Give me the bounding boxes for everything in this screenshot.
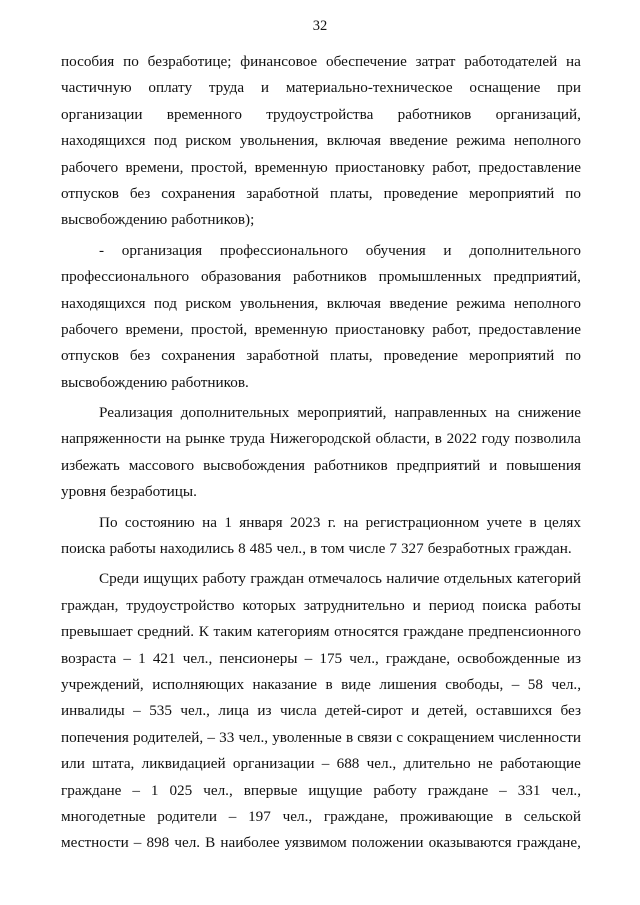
text-line: рабочего времени, простой, временную приостановку работ, предоставление: [61, 158, 581, 176]
paragraph: [61, 49, 581, 234]
text-line: местности – 898 чел. В наиболее уязвимом положении оказываются граждане,: [61, 834, 581, 852]
document-body: [61, 49, 581, 857]
text-line: или штата, ликвидацией организации – 688 чел., длительно не работающие: [61, 755, 581, 773]
text-line: многодетные родители – 197 чел., граждане, проживающие в сельской: [61, 807, 581, 825]
text-line: избежать массового высвобождения работников предприятий и повышения: [61, 456, 581, 474]
text-line: поиска работы находились 8 485 чел., в том числе 7 327 безработных граждан.: [61, 540, 572, 558]
text-line: отпусков без сохранения заработной платы, проведение мероприятий по: [61, 184, 581, 202]
paragraph: [61, 238, 581, 396]
paragraph: [61, 510, 581, 563]
text-line: попечения родителей, – 33 чел., уволенные в связи с сокращением численности: [61, 728, 581, 746]
text-line: рабочего времени, простой, временную приостановку работ, предоставление: [61, 320, 581, 338]
text-line: граждане – 1 025 чел., впервые ищущие работу граждане – 331 чел.,: [61, 781, 581, 799]
text-line: высвобождению работников.: [61, 373, 249, 391]
text-line: высвобождению работников);: [61, 211, 255, 229]
text-line: уровня безработицы.: [61, 483, 197, 501]
text-line: находящихся под риском увольнения, включая введение режима неполного: [61, 294, 581, 312]
text-line: Реализация дополнительных мероприятий, направленных на снижение: [99, 404, 581, 422]
paragraph: [61, 400, 581, 506]
text-line: организации временного трудоустройства работников организаций,: [61, 105, 581, 123]
text-line: Среди ищущих работу граждан отмечалось наличие отдельных категорий: [99, 570, 581, 588]
text-line: - организация профессионального обучения и дополнительного: [99, 241, 581, 259]
text-line: превышает средний. К таким категориям относятся граждане предпенсионного: [61, 623, 581, 641]
text-line: отпусков без сохранения заработной платы, проведение мероприятий по: [61, 347, 581, 365]
text-line: напряженности на рынке труда Нижегородской области, в 2022 году позволила: [61, 430, 581, 448]
text-line: учреждений, исполняющих наказание в виде лишения свободы, – 58 чел.,: [61, 675, 581, 693]
text-line: По состоянию на 1 января 2023 г. на регистрационном учете в целях: [99, 513, 581, 531]
text-line: находящихся под риском увольнения, включая введение режима неполного: [61, 132, 581, 150]
text-line: частичную оплату труда и материально-техническое оснащение при: [61, 79, 581, 97]
page-number: 32: [312, 18, 328, 34]
text-line: профессионального образования работников промышленных предприятий,: [61, 268, 581, 286]
text-line: пособия по безработице; финансовое обеспечение затрат работодателей на: [61, 53, 581, 70]
text-line: возраста – 1 421 чел., пенсионеры – 175 чел., граждане, освобожденные из: [61, 649, 581, 667]
text-line: инвалиды – 535 чел., лица из числа детей-сирот и детей, оставшихся без: [61, 702, 581, 720]
text-line: граждан, трудоустройство которых затруднительно и период поиска работы: [61, 596, 581, 614]
paragraph: [61, 566, 581, 856]
